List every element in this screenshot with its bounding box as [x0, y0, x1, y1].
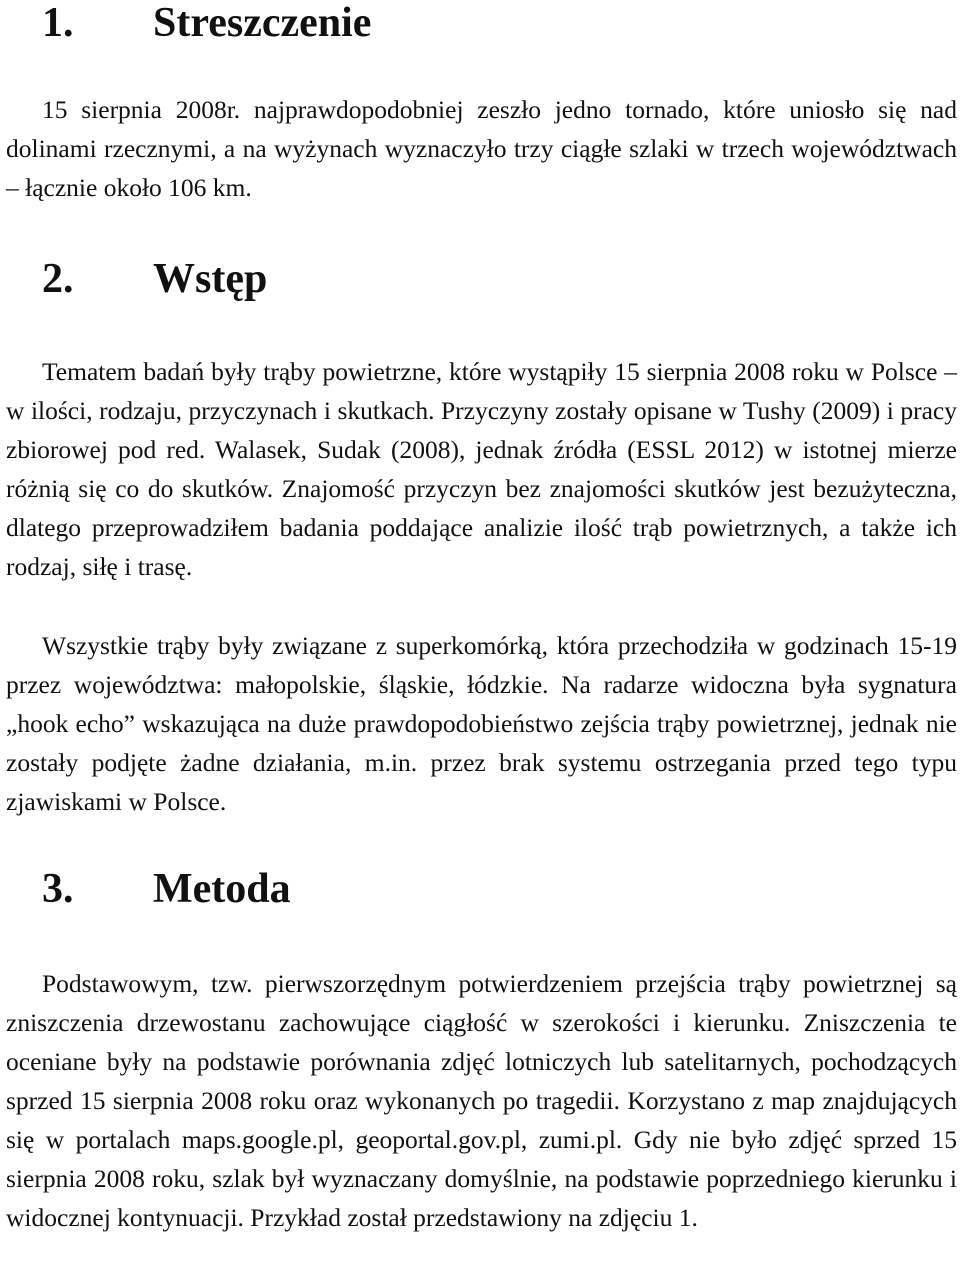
- section-number: 1.: [42, 0, 74, 46]
- paragraph-abstract: 15 sierpnia 2008r. najprawdopodobniej zeszło jedno tornado, które uniosło się nad dolinami rzecznymi, a na wyżynach wyznaczyło trzy ciągłe szlaki w trzech województwach – łącznie około 106 km.: [6, 95, 957, 202]
- section-title: Metoda: [153, 866, 291, 912]
- section-title: Streszczenie: [153, 0, 372, 46]
- section-number: 2.: [42, 256, 74, 302]
- section-heading-wstep: [42, 258, 267, 300]
- section-number: 3.: [42, 866, 74, 912]
- section-title: Wstęp: [153, 256, 268, 302]
- paragraph-introduction-2: Wszystkie trąby były związane z superkomórką, która przechodziła w godzinach 15-19 przez województwa: małopolskie, śląskie, łódzkie. Na radarze widoczna była sygnatura „hook echo” wskazująca na duże prawdopodobieństwo zejścia trąby powietrznej, jednak nie zostały podjęte żadne działania, m.in. przez brak systemu ostrzegania przed tego typu zjawiskami w Polsce.: [6, 631, 957, 816]
- paragraph-introduction-1: Tematem badań były trąby powietrzne, które wystąpiły 15 sierpnia 2008 roku w Polsce – w ilości, rodzaju, przyczynach i skutkach. Przyczyny zostały opisane w Tushy (2009) i pracy zbiorowej pod red. Walasek, Sudak (2008), jednak źródła (ESSL 2012) w istotnej mierze różnią się co do skutków. Znajomość przyczyn bez znajomości skutków jest bezużyteczna, dlatego przeprowadziłem badania poddające analizie ilość trąb powietrznych, a także ich rodzaj, siłę i trasę.: [6, 357, 957, 581]
- section-heading-metoda: [42, 868, 291, 910]
- section-heading-streszczenie: [42, 2, 371, 44]
- paragraph-method: Podstawowym, tzw. pierwszorzędnym potwierdzeniem przejścia trąby powietrznej są zniszczenia drzewostanu zachowujące ciągłość w szerokości i kierunku. Zniszczenia te oceniane były na podstawie porównania zdjęć lotniczych lub satelitarnych, pochodzących sprzed 15 sierpnia 2008 roku oraz wykonanych po tragedii. Korzystano z map znajdujących się w portalach maps.google.pl, geoportal.gov.pl, zumi.pl. Gdy nie było zdjęć sprzed 15 sierpnia 2008 roku, szlak był wyznaczany domyślnie, na podstawie poprzedniego kierunku i widocznej kontynuacji. Przykład został przedstawiony na zdjęciu 1.: [6, 969, 957, 1232]
